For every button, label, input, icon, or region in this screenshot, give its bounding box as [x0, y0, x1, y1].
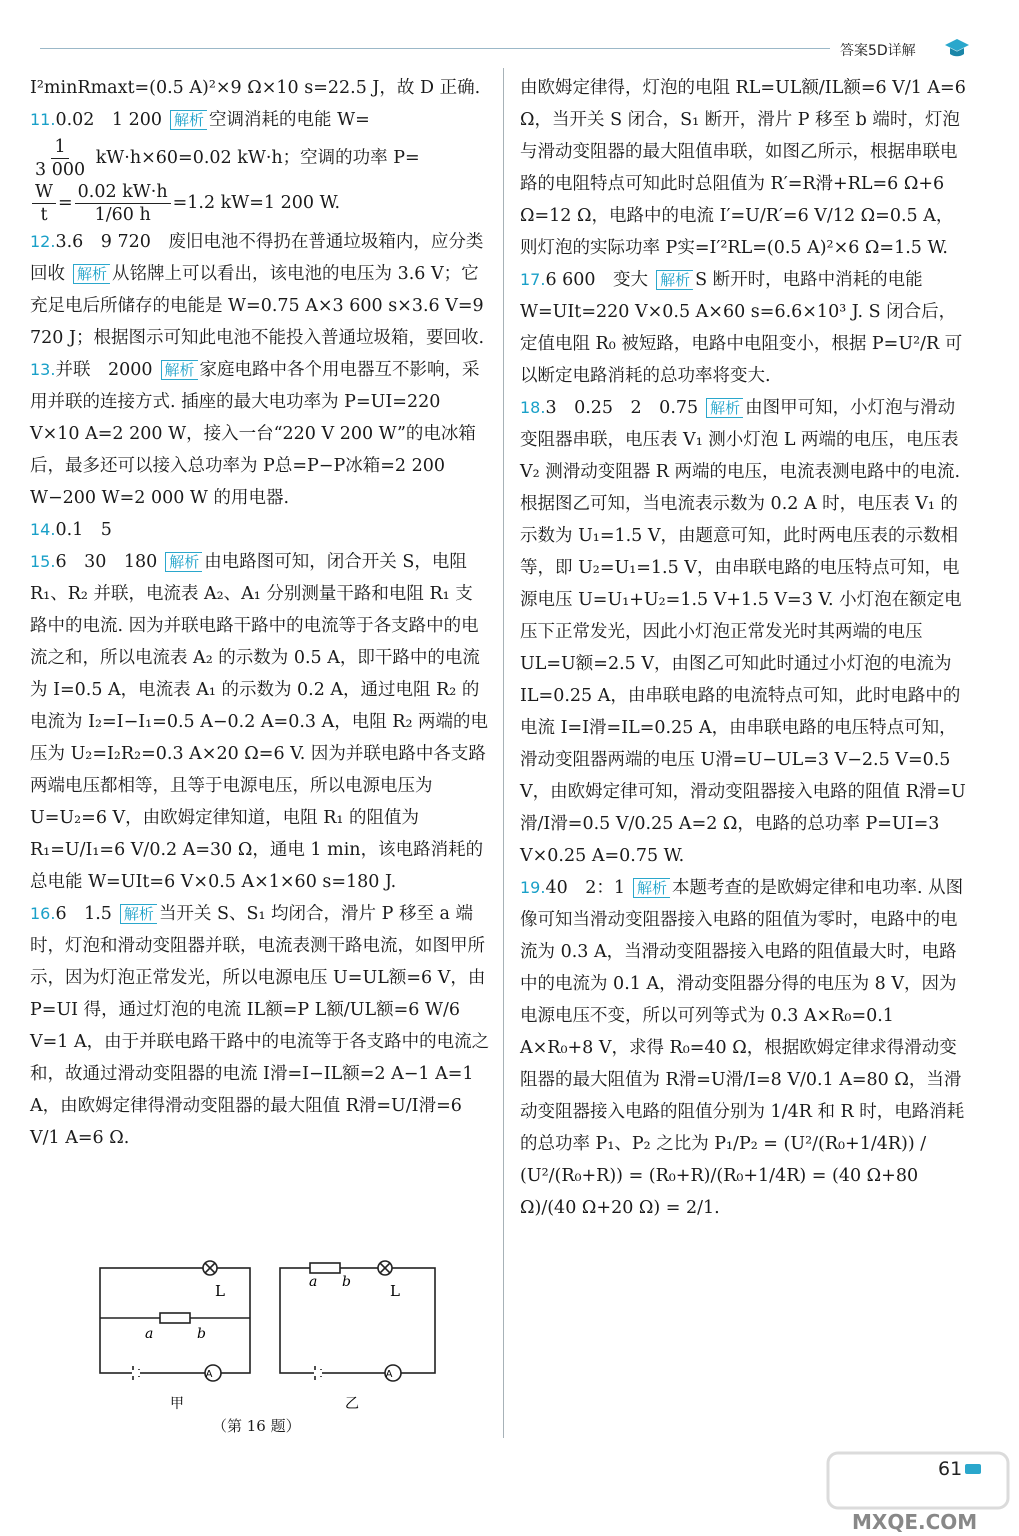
graduation-cap-icon — [944, 36, 970, 60]
answer-18 — [520, 392, 970, 872]
answer-head: 3 0.25 2 0.75 — [545, 398, 699, 418]
fraction: $\frac{0.02 kW\cdot h}{1/60 h}$ — [75, 181, 171, 226]
answer-head: 6 600 变大 — [545, 270, 649, 290]
slider-b-label: b — [197, 1326, 206, 1342]
question-number: 14. — [30, 520, 56, 539]
question-number: 16. — [30, 904, 56, 923]
analysis-tag: 解析 — [656, 270, 693, 290]
answer-text: 从铭牌上可以看出，该电池的电压为 3.6 V；它充足电后所储存的电能是 W=0.75 A×3 600 s×3.6 V=9 720 J；根据图示可知此电池不能投入普通垃圾箱，要回收. — [30, 264, 485, 348]
answer-head: 0.1 5 — [55, 520, 112, 540]
analysis-tag: 解析 — [73, 264, 110, 284]
answer-text: 由欧姆定律得，灯泡的电阻 RL=UL额/IL额=6 V/1 A=6 Ω，当开关 S 闭合，S₁ 断开，滑片 P 移至 b 端时，灯泡与滑动变阻器的最大阻值串联，如图乙所示，根据串联电路的电阻特点可知此时总阻值为 R′=R滑+RL=6 Ω+6 Ω=12 Ω，电路中的电流 I′=U/R′=6 V/12 Ω=0.5 A，则灯泡的实际功率 P实=I′²RL=(0.5 A)²×6 Ω=1.5 W. — [520, 78, 966, 258]
question-number: 18. — [520, 398, 546, 417]
answer-12 — [30, 226, 490, 354]
answer-text: 空调消耗的电能 W= — [209, 110, 370, 130]
question-number: 19. — [520, 878, 546, 897]
ammeter-label: A — [205, 1369, 213, 1380]
answer-14 — [30, 514, 490, 546]
lamp-label: L — [390, 1282, 400, 1300]
answer-text: I²minRmaxt=(0.5 A)²×9 Ω×10 s=22.5 J，故 D 正确. — [30, 78, 481, 98]
question-number: 13. — [30, 360, 56, 379]
circuit-yi — [280, 1261, 435, 1381]
watermark-text: MXQE.COM — [852, 1510, 978, 1534]
right-column — [520, 72, 970, 1224]
answer-head: 6 30 180 — [55, 552, 158, 572]
left-column — [30, 72, 490, 1154]
figure-yi-label: 乙 — [345, 1396, 359, 1412]
answer-13 — [30, 354, 490, 514]
circuit-jia — [100, 1261, 250, 1381]
question-number: 11. — [30, 110, 56, 129]
page-tab-marker — [965, 1464, 981, 1474]
answer-11: 11.0.02 1 200 解析 空调消耗的电能 W= $\frac{1}{3 000}$ kW·h×60=0.02 kW·h；空调的功率 P= $\frac{W}{t}$ = $\frac{0.02 kW\cdot h}{1/60 h}$ =1.2 kW=1 200 W. — [30, 110, 420, 225]
column-divider — [503, 68, 504, 1438]
analysis-tag: 解析 — [161, 360, 198, 380]
answer-text: 由电路图可知，闭合开关 S，电阻 R₁、R₂ 并联，电流表 A₂、A₁ 分别测量干路和电阻 R₁ 支路中的电流. 因为并联电路干路中的电流等于各支路中的电流之和，所以电流表 A₂ 的示数为 0.5 A，即干路中的电流为 I=0.5 A，电流表 A₁ 的示数为 0.2 A，通过电阻 R₂ 的电流为 I₂=I−I₁=0.5 A−0.2 A=0.3 A，电阻 R₂ 两端的电压为 U₂=I₂R₂=0.3 A×20 Ω=6 V. 因为并联电路中各支路两端电压都相等，且等于电源电压，所以电源电压为 U=U₂=6 V，由欧姆定律知道，电阻 R₁ 的阻值为 R₁=U/I₁=6 V/0.2 A=30 Ω，通电 1 min，该电路消耗的总电能 W=UIt=6 V×0.5 A×1×60 s=180 J. — [30, 552, 489, 892]
ammeter-label: A — [385, 1369, 393, 1380]
answer-16-continued — [520, 72, 970, 264]
fraction: $\frac{1}{3 000}$ — [35, 137, 86, 180]
answer-head: 6 1.5 — [55, 904, 112, 924]
analysis-tag: 解析 — [170, 110, 207, 130]
answer-head: 40 2：1 — [545, 878, 625, 898]
header-rule — [40, 48, 830, 49]
answer-text: 由图甲可知，小灯泡与滑动变阻器串联，电压表 V₁ 测小灯泡 L 两端的电压，电压表 V₂ 测滑动变阻器 R 两端的电压，电流表测电路中的电流. 根据图乙可知，当电流表示数为 0.2 A 时，电压表 V₁ 的示数为 U₁=1.5 V，由题意可知，此时两电压表的示数相等，即 U₂=U₁=1.5 V，由串联电路的电压特点可知，电源电压 U=U₁+U₂=1.5 V+1.5 V=3 V. 小灯泡在额定电压下正常发光，因此小灯泡正常发光时其两端的电压 UL=U额=2.5 V，由图乙可知此时通过小灯泡的电流为 IL=0.25 A，由串联电路的电流特点可知，此时电路中的电流 I=I滑=IL=0.25 A，由串联电路的电压特点可知，滑动变阻器两端的电压 U滑=U−UL=3 V−2.5 V=0.5 V，由欧姆定律可知，滑动变阻器接入电路的阻值 R滑=U滑/I滑=0.5 V/0.25 A=2 Ω，电路的总功率 P=UI=3 V×0.25 A=0.75 W. — [520, 398, 966, 866]
analysis-tag: 解析 — [165, 552, 202, 572]
answer-text: S 断开时，电路中消耗的电能 W=UIt=220 V×0.5 A×60 s=6.6×10³ J. S 闭合后，定值电阻 R₀ 被短路，电路中电阻变小，根据 P=U²/R 可以断定电路消耗的总功率将变大. — [520, 270, 963, 386]
slider-a-label: a — [145, 1326, 154, 1342]
answer-16 — [30, 898, 490, 1154]
analysis-tag: 解析 — [706, 398, 743, 418]
answer-10-tail — [30, 72, 490, 104]
answer-text: =1.2 kW=1 200 W. — [172, 193, 341, 213]
slider-a-label: a — [309, 1274, 318, 1290]
fraction: $\frac{W}{t}$ — [32, 181, 56, 226]
analysis-tag: 解析 — [633, 878, 670, 898]
analysis-tag: 解析 — [120, 904, 157, 924]
answer-text: 当开关 S、S₁ 均闭合，滑片 P 移至 a 端时，灯泡和滑动变阻器并联，电流表测干路电流，如图甲所示，因为灯泡正常发光，所以电源电压 U=UL额=6 V，由 P=UI 得，通过灯泡的电流 IL额=P L额/UL额=6 W/6 V=1 A，由于并联电路干路中的电流等于各支路中的电流之和，故通过滑动变阻器的电流 I滑=I−IL额=2 A−1 A=1 A，由欧姆定律得滑动变阻器的最大阻值 R滑=U/I滑=6 V/1 A=6 Ω. — [30, 904, 490, 1148]
lamp-label: L — [215, 1282, 225, 1300]
answer-text: 本题考查的是欧姆定律和电功率. 从图像可知当滑动变阻器接入电路的阻值为零时，电路中的电流为 0.3 A，当滑动变阻器接入电路的阻值最大时，电路中的电流为 0.1 A，滑动变阻器分得的电压为 8 V，因为电源电压不变，所以可列等式为 0.3 A×R₀=0.1 A×R₀+8 V，求得 R₀=40 Ω，根据欧姆定律求得滑动变阻器的最大阻值为 R滑=U滑/I=8 V/0.1 A=80 Ω，当滑动变阻器接入电路的阻值分别为 1/4R 和 R 时，电路消耗的总功率 P₁、P₂ 之比为 P₁/P₂ = (U²/(R₀+1/4R)) / (U²/(R₀+R)) = (R₀+R)/(R₀+1/4R) = (40 Ω+80 Ω)/(40 Ω+20 Ω) = 2/1. — [520, 878, 965, 1218]
figure-jia-label: 甲 — [170, 1396, 184, 1412]
answer-text: 家庭电路中各个用电器互不影响，采用并联的连接方式. 插座的最大电功率为 P=UI=220 V×10 A=2 200 W，接入一台“220 V 200 W”的电冰箱后，最多还可以接入总功率为 P总=P−P冰箱=2 200 W−200 W=2 000 W 的用电器. — [30, 360, 480, 508]
page-number: 61 — [938, 1458, 963, 1480]
circuit-diagram — [95, 1258, 445, 1418]
question-number: 15. — [30, 552, 56, 571]
answer-text: kW·h×60=0.02 kW·h；空调的功率 P= — [95, 148, 420, 168]
answer-head: 并联 2000 — [55, 360, 153, 380]
answer-head: 3.6 9 720 废旧电池不得扔在普通垃圾箱内，应分类回收 — [30, 232, 484, 284]
question-number: 17. — [520, 270, 546, 289]
question-number: 12. — [30, 232, 56, 251]
answer-19 — [520, 872, 970, 1224]
slider-b-label: b — [342, 1274, 351, 1290]
answer-15 — [30, 546, 490, 898]
figure-caption: （第 16 题） — [212, 1417, 301, 1435]
answer-head: 0.02 1 200 — [55, 110, 163, 130]
answer-17 — [520, 264, 970, 392]
header-title: 答案5D详解 — [840, 43, 916, 59]
